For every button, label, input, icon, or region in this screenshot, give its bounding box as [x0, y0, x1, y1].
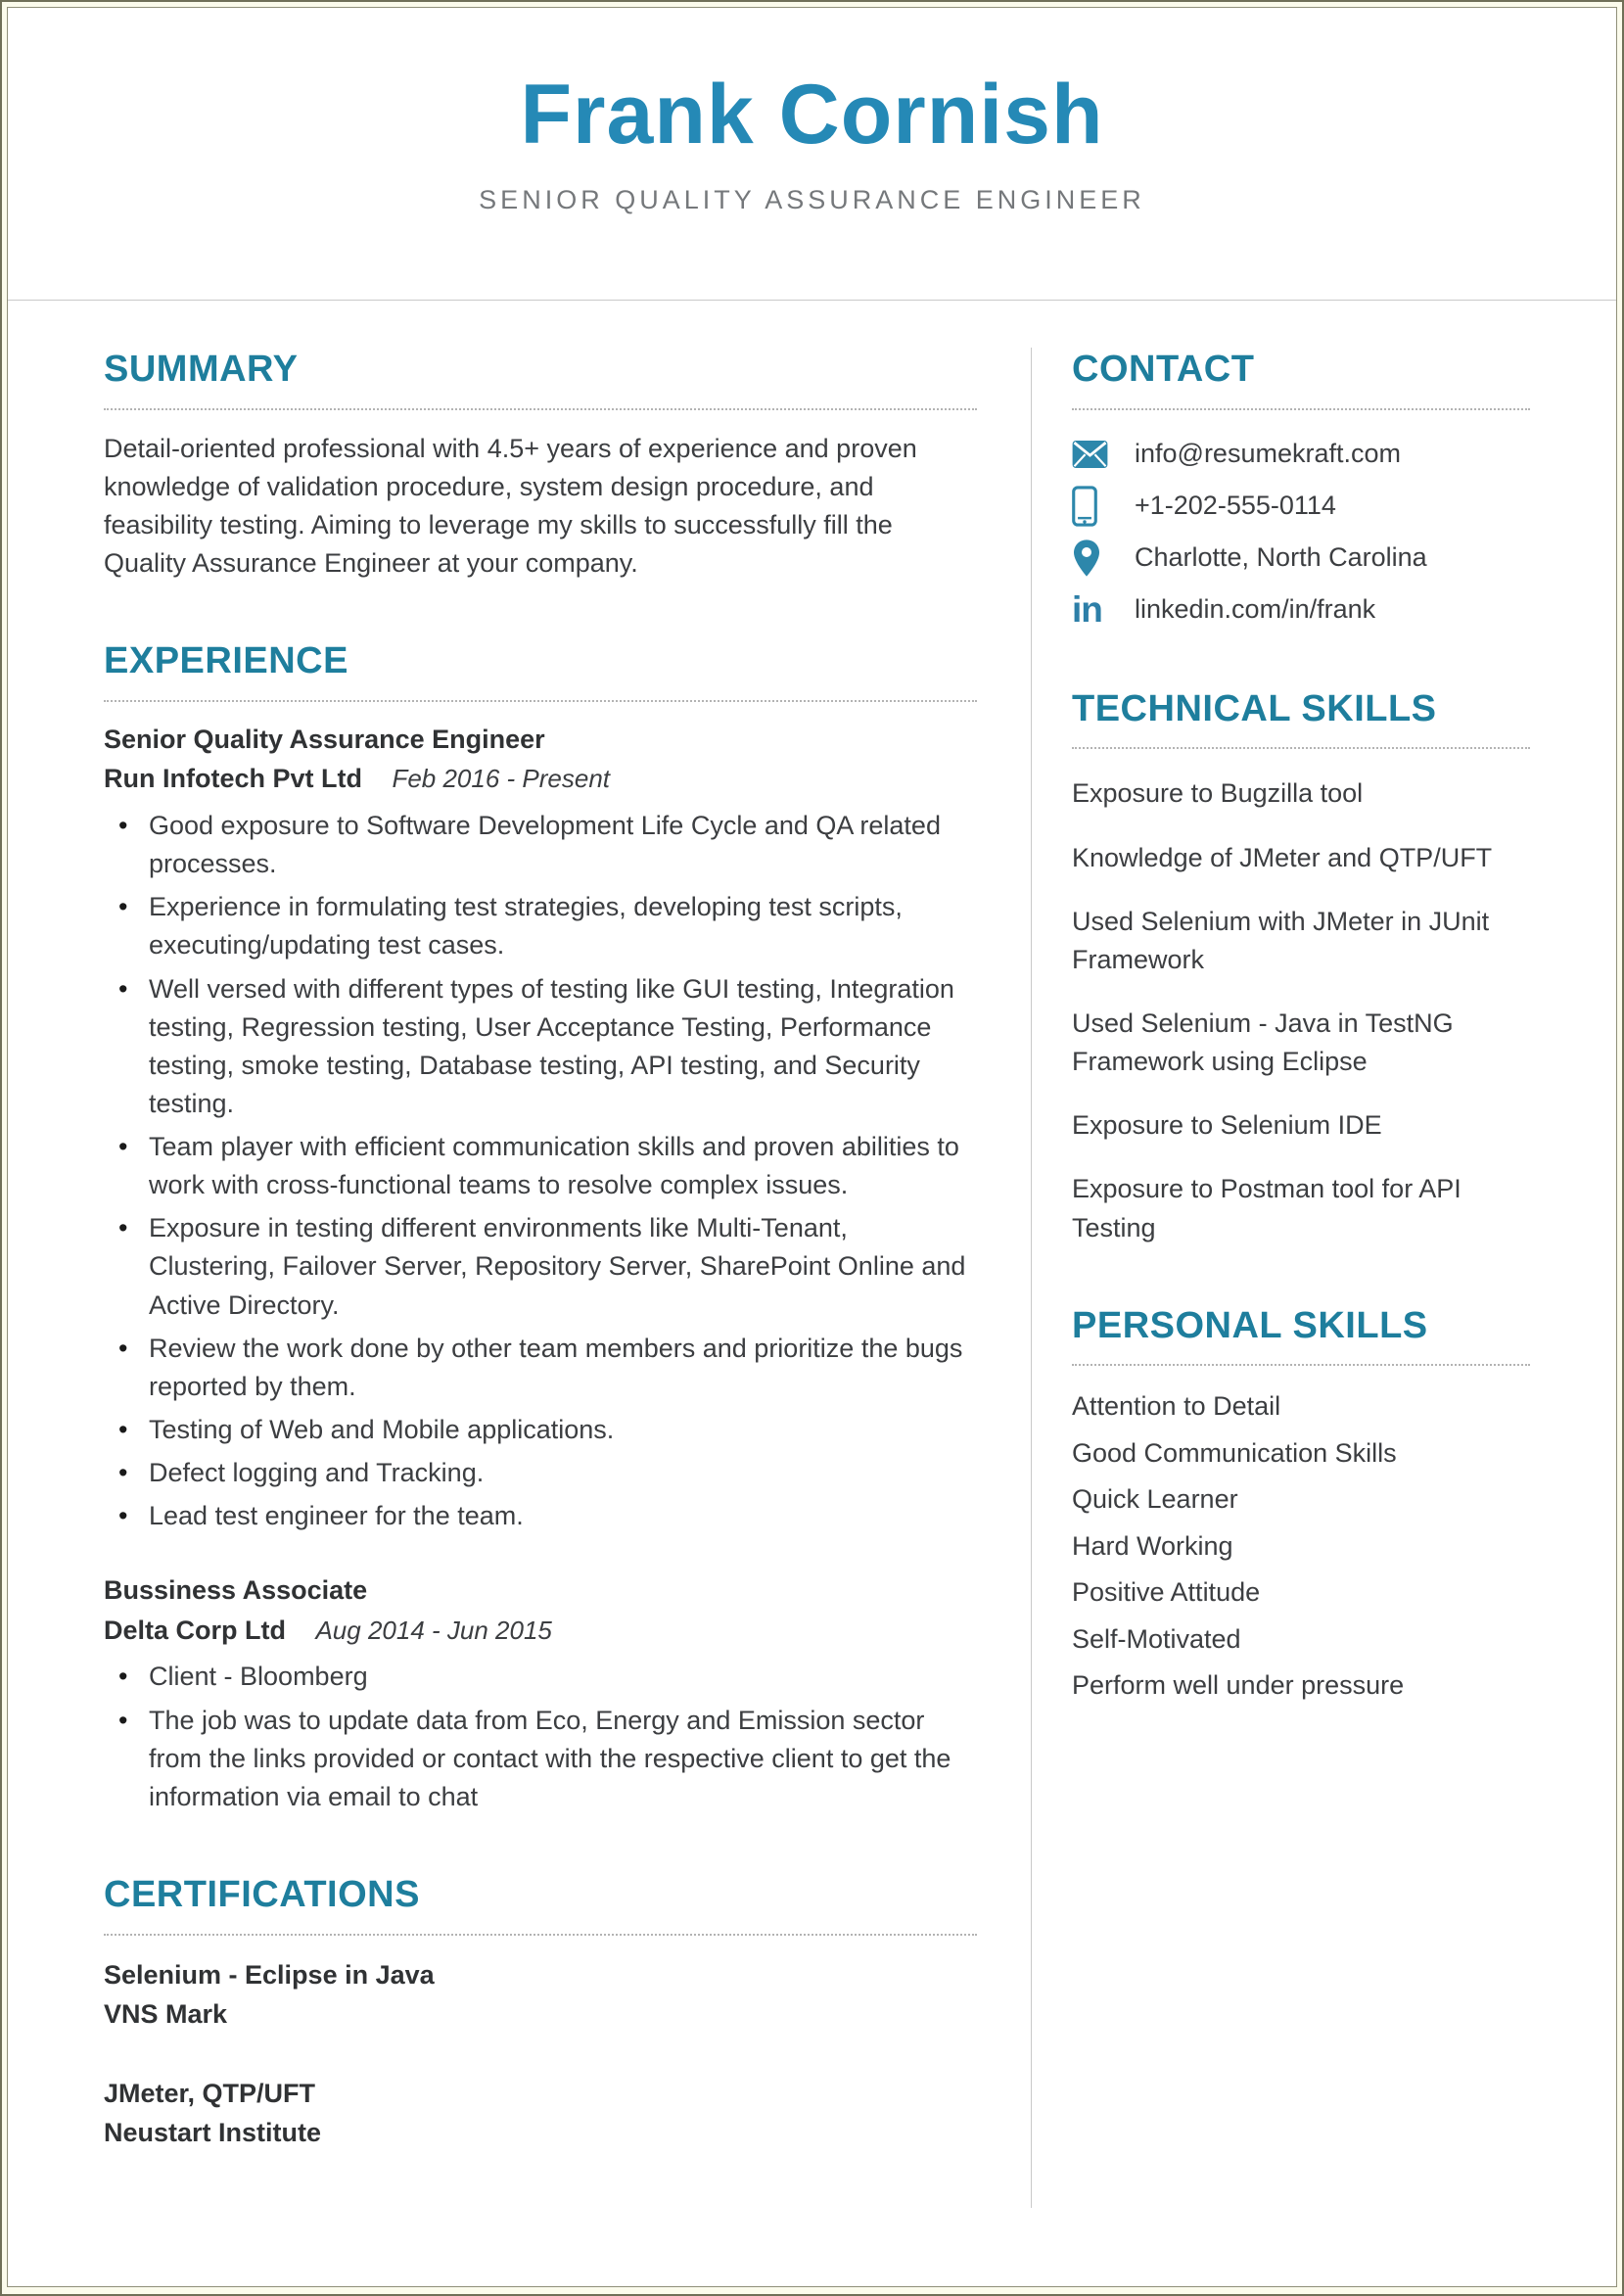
personal-skill-item: Perform well under pressure [1072, 1670, 1405, 1701]
contact-list [1072, 434, 1530, 631]
linkedin-icon: in [1072, 589, 1102, 631]
main-column [104, 348, 977, 2207]
certification-issuer: Neustart Institute [104, 2118, 322, 2148]
job-entry [104, 1570, 977, 1816]
personal-skills-list [1072, 1383, 1530, 1710]
technical-skill-item: Exposure to Bugzilla tool [1072, 778, 1364, 809]
certification-name: Selenium - Eclipse in Java [104, 1959, 435, 1990]
personal-skills-heading: PERSONAL SKILLS [1072, 1304, 1530, 1367]
job-meta [104, 759, 977, 799]
job-company: Delta Corp Ltd [104, 1615, 286, 1645]
personal-skill-item: Self-Motivated [1072, 1623, 1241, 1654]
technical-skill-item: Used Selenium with JMeter in JUnit Framework [1072, 906, 1490, 974]
content-columns [8, 301, 1616, 2207]
job-title: Senior Quality Assurance Engineer [104, 724, 545, 754]
contact-heading: CONTACT [1072, 348, 1530, 410]
job-bullet: • Lead test engineer for the team. [104, 1497, 977, 1535]
technical-skill-item: Used Selenium - Java in TestNG Framework using Eclipse [1072, 1007, 1454, 1077]
technical-skills-heading: TECHNICAL SKILLS [1072, 687, 1530, 750]
job-bullets [104, 807, 977, 1536]
header [8, 8, 1616, 215]
contact-row-phone [1072, 486, 1530, 527]
personal-skills-section [1072, 1304, 1530, 1710]
person-job-title: SENIOR QUALITY ASSURANCE ENGINEER [479, 185, 1145, 215]
job-bullet: • Team player with efficient communication skills and proven abilities to work with cross-functional teams to resolve complex issues. [104, 1128, 977, 1204]
certification-issuer: VNS Mark [104, 1999, 228, 2030]
contact-linkedin-text: Charlotte, North Carolina [1135, 542, 1427, 573]
experience-heading: EXPERIENCE [104, 639, 977, 702]
contact-row-email [1072, 434, 1530, 475]
contact-row-location [1072, 538, 1530, 579]
certification-name: JMeter, QTP/UFT [104, 2078, 316, 2108]
job-bullet: • The job was to update data from Eco, Energy and Emission sector from the links provided or contact with the respective client to get the information via email to chat [104, 1702, 977, 1816]
technical-skills-list [1072, 774, 1530, 1246]
location-icon [1072, 539, 1113, 578]
job-list [104, 720, 977, 1816]
job-entry [104, 720, 977, 1536]
job-bullet: • Exposure in testing different environments like Multi-Tenant, Clustering, Failover Server, Repository Server, SharePoint Online and Active Directory. [104, 1209, 977, 1324]
job-bullet: • Review the work done by other team members and prioritize the bugs reported by them. [104, 1330, 977, 1406]
job-company: Run Infotech Pvt Ltd [104, 764, 362, 794]
column-divider [1031, 348, 1032, 2207]
contact-section [1072, 348, 1530, 631]
certifications-heading: CERTIFICATIONS [104, 1873, 977, 1936]
job-dates: Aug 2014 - Jun 2015 [315, 1615, 552, 1645]
personal-skill-item: Attention to Detail [1072, 1391, 1281, 1422]
personal-skill-item: Hard Working [1072, 1530, 1233, 1561]
summary-section [104, 348, 977, 583]
person-name: Frank Cornish [520, 68, 1104, 162]
summary-heading: SUMMARY [104, 348, 977, 410]
certifications-section [104, 1873, 977, 2153]
job-bullet: • Testing of Web and Mobile applications. [104, 1411, 977, 1449]
job-bullet: • Client - Bloomberg [104, 1658, 977, 1696]
phone-icon [1072, 486, 1113, 527]
contact-phone: +1-202-555-0114 [1135, 491, 1336, 521]
job-bullets [104, 1658, 977, 1816]
job-dates: Feb 2016 - Present [392, 764, 611, 794]
email-icon [1072, 440, 1113, 469]
job-bullet: • Defect logging and Tracking. [104, 1454, 977, 1492]
technical-skill-item: Exposure to Selenium IDE [1072, 1110, 1382, 1141]
certification-entry [104, 2074, 977, 2153]
resume-inner [7, 7, 1617, 2287]
job-meta [104, 1611, 977, 1651]
technical-skill-item: Knowledge of JMeter and QTP/UFT [1072, 842, 1493, 872]
sidebar-column [1072, 348, 1530, 2207]
contact-linkedin: linkedin.com/in/frank [1135, 594, 1376, 625]
contact-row-linkedin [1072, 589, 1530, 631]
personal-skill-item: Positive Attitude [1072, 1577, 1261, 1608]
technical-skill-item: Exposure to Postman tool for API Testing [1072, 1174, 1462, 1242]
technical-skills-section [1072, 687, 1530, 1247]
certification-entry [104, 1955, 977, 2035]
contact-email: info@resumekraft.com [1135, 439, 1401, 469]
personal-skill-item: Quick Learner [1072, 1484, 1238, 1515]
personal-skill-item: Good Communication Skills [1072, 1437, 1397, 1468]
job-title: Bussiness Associate [104, 1575, 368, 1606]
job-bullet: • Well versed with different types of testing like GUI testing, Integration testing, Regression testing, User Acceptance Testing, Performance testing, smoke testing, Database testing, API testing, and Security testing. [104, 970, 977, 1124]
experience-section [104, 639, 977, 1816]
job-bullet: • Experience in formulating test strategies, developing test scripts, executing/updating test cases. [104, 888, 977, 964]
job-bullet: • Good exposure to Software Development Life Cycle and QA related processes. [104, 807, 977, 883]
summary-text: Detail-oriented professional with 4.5+ years of experience and proven knowledge of validation procedure, system design procedure, and feasibility testing. Aiming to leverage my skills to successfully fill the Quality Assurance Engineer at your company. [104, 433, 917, 579]
certification-list [104, 1955, 977, 2153]
